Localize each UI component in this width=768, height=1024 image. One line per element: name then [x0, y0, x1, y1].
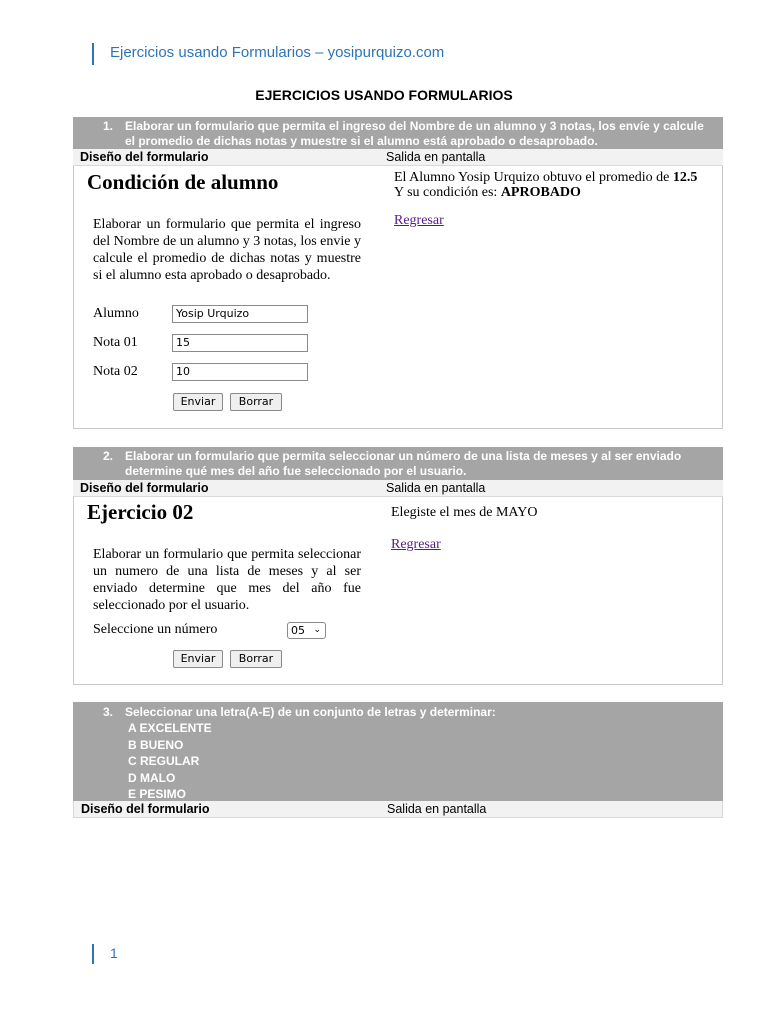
grade-item: A EXCELENTE — [128, 721, 212, 736]
header-rule — [92, 43, 94, 65]
form-description: Elaborar un formulario que permita el ingreso del Nombre de un alumno y 3 notas, los envie y calcule el promedio de dichas notas y muestre si el alumno esta aprobado o desaprobado. — [93, 217, 361, 283]
alumno-label: Alumno — [93, 306, 139, 321]
exercise-1-panel — [73, 166, 723, 429]
exercise-3 — [73, 702, 723, 818]
exercise-number: 1. — [103, 119, 114, 133]
output-line-1: El Alumno Yosip Urquizo obtuvo el promedio de 12.5 — [394, 170, 698, 185]
page-number: 1 — [110, 945, 118, 961]
alumno-input[interactable]: Yosip Urquizo — [172, 305, 308, 323]
output-condition: APROBADO — [500, 185, 581, 200]
statement-line: determine qué mes del año fue seleccionado por el usuario. — [125, 464, 467, 478]
column-headers — [73, 149, 723, 166]
regresar-link[interactable]: Regresar — [394, 213, 444, 228]
reset-button[interactable]: Borrar — [230, 393, 282, 411]
nota1-label: Nota 01 — [93, 335, 138, 350]
select-label: Seleccione un número — [93, 622, 218, 637]
statement-line: Elaborar un formulario que permita seleccionar un número de una lista de meses y al ser enviado — [125, 449, 682, 463]
output-line-2: Y su condición es: APROBADO — [394, 185, 581, 200]
output-column-header: Salida en pantalla — [386, 481, 486, 495]
grade-item: C REGULAR — [128, 754, 200, 769]
output-column-header: Salida en pantalla — [386, 150, 486, 164]
output-average: 12.5 — [672, 170, 698, 185]
exercise-1 — [73, 117, 723, 429]
nota2-label: Nota 02 — [93, 364, 138, 379]
exercise-2 — [73, 447, 723, 685]
regresar-link[interactable]: Regresar — [391, 537, 441, 552]
submit-button[interactable]: Enviar — [173, 393, 223, 411]
nota1-input[interactable]: 15 — [172, 334, 308, 352]
statement-line: Elaborar un formulario que permita el ingreso del Nombre de un alumno y 3 notas, los envíe y calcule — [125, 119, 704, 133]
grade-item: B BUENO — [128, 737, 184, 752]
exercise-number: 3. — [103, 705, 114, 719]
exercise-2-statement — [73, 447, 723, 480]
month-select-value: 05 — [291, 624, 305, 637]
column-headers — [73, 801, 723, 818]
form-title: Ejercicio 02 — [87, 500, 194, 524]
design-column-header: Diseño del formulario — [81, 802, 210, 816]
design-column-header: Diseño del formulario — [80, 481, 209, 495]
grade-item: E PESIMO — [128, 787, 187, 802]
exercise-number: 2. — [103, 449, 114, 463]
output-text: Elegiste el mes de MAYO — [391, 505, 538, 520]
form-description: Elaborar un formulario que permita seleccionar un numero de una lista de meses y al ser enviado determine que mes del año fue seleccionado por el usuario. — [93, 547, 361, 613]
reset-button[interactable]: Borrar — [230, 650, 282, 668]
statement-line: Seleccionar una letra(A-E) de un conjunto de letras y determinar: — [125, 705, 496, 719]
exercise-3-statement — [73, 702, 723, 801]
month-select[interactable] — [287, 622, 326, 639]
column-headers — [73, 480, 723, 497]
document-title: EJERCICIOS USANDO FORMULARIOS — [255, 87, 513, 103]
design-column-header: Diseño del formulario — [80, 150, 209, 164]
exercise-2-panel — [73, 497, 723, 685]
statement-line: el promedio de dichas notas y muestre si el alumno está aprobado o desaprobado. — [125, 134, 598, 148]
grade-item: D MALO — [128, 770, 176, 785]
exercise-1-statement — [73, 117, 723, 149]
grade-list — [125, 720, 715, 802]
chevron-down-icon: ⌄ — [313, 625, 321, 635]
footer-rule — [92, 944, 94, 964]
output-text — [394, 170, 697, 200]
submit-button[interactable]: Enviar — [173, 650, 223, 668]
page-header: Ejercicios usando Formularios – yosipurquizo.com — [110, 44, 445, 61]
nota2-input[interactable]: 10 — [172, 363, 308, 381]
output-column-header: Salida en pantalla — [387, 802, 487, 816]
form-title: Condición de alumno — [87, 170, 279, 194]
